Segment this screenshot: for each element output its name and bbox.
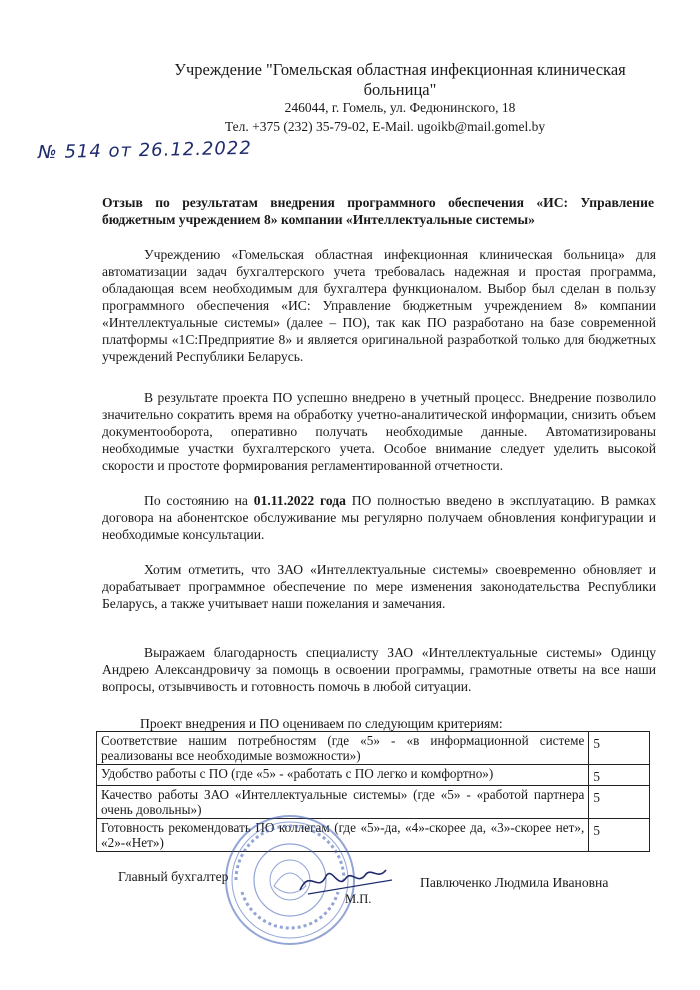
signatory-name: Павлюченко Людмила Ивановна [420,875,609,890]
criterion-text: Готовность рекомендовать ПО коллегам (где «5»-да, «4»-скорее да, «3»-скорее нет», «2»-«Нет») [97,819,589,852]
letter-subject: Отзыв по результатам внедрения программного обеспечения «ИС: Управление бюджетным учреждением 8» компании «Интеллектуальные системы» [102,195,654,227]
organization-contacts: Тел. +375 (232) 35-79-02, E-Mail. ugoikb@mail.gomel.by [224,119,546,134]
criterion-text: Соответствие нашим потребностям (где «5» - «в информационной системе реализованы все необходимые возможности») [97,732,589,765]
paragraph-5: Выражаем благодарность специалисту ЗАО «Интеллектуальные системы» Одинцу Андрею Александровичу за помощь в освоении программы, грамотные ответы на все наши вопросы, отзывчивость и готовность помочь в любой ситуации. [102,645,656,694]
paragraph-1: Учреждению «Гомельская областная инфекционная клиническая больница» для автоматизации задач бухгалтерского учета требовалась надежная и простая программа, обладающая всем необходимым для бухгалтера функционалом. Выбор был сделан в пользу программного обеспечения «ИС: Управление бюджетным учреждением 8» компании «Интеллектуальные системы» (далее – ПО), так как ПО разработано на базе современной платформы «1С:Предприятие 8» и является оригинальной разработкой только для бюджетных учреждений Республики Беларусь. [102,247,656,364]
table-row [97,819,650,852]
criteria-table [96,731,650,852]
paragraph-4: Хотим отметить, что ЗАО «Интеллектуальные системы» своевременно обновляет и дорабатывает программное обеспечение по мере изменения законодательства Республики Беларусь, а также учитывает наши пожелания и замечания. [102,562,656,611]
paragraph-2: В результате проекта ПО успешно внедрено в учетный процесс. Внедрение позволило значительно сократить время на обработку учетно-аналитической информации, снизить объем документооборота, оперативно получать необходимые данные. Автоматизированы необходимые участки бухгалтерского учета. Особое внимание следует уделить высокой скорости и простоте формирования регламентированной отчетности. [102,390,656,473]
organization-address: 246044, г. Гомель, ул. Федюнинского, 18 [284,100,516,115]
table-row [97,765,650,786]
criterion-score: 5 [589,732,650,765]
criterion-score: 5 [589,786,650,819]
criteria-intro: Проект внедрения и ПО оцениваем по следующим критериям: [140,716,503,731]
organization-name: Учреждение "Гомельская областная инфекционная клиническая больница" [174,60,626,99]
registration-number-date: № 514 от 26.12.2022 [37,137,253,164]
criterion-text: Качество работы ЗАО «Интеллектуальные системы» (где «5» - «работой партнера очень довольны») [97,786,589,819]
criterion-score: 5 [589,819,650,852]
signatory-title: Главный бухгалтер [118,869,229,884]
table-row [97,732,650,765]
table-row [97,786,650,819]
criterion-score: 5 [589,765,650,786]
paragraph-3: По состоянию на 01.11.2022 года ПО полностью введено в эксплуатацию. В рамках договора на абонентское обслуживание мы регулярно получаем обновления конфигурации и необходимые консультации. [102,493,657,542]
stamp-place-label: М.П. [345,892,372,906]
criterion-text: Удобство работы с ПО (где «5» - «работать с ПО легко и комфортно») [97,765,589,786]
commissioning-date: 01.11.2022 года [253,493,346,508]
